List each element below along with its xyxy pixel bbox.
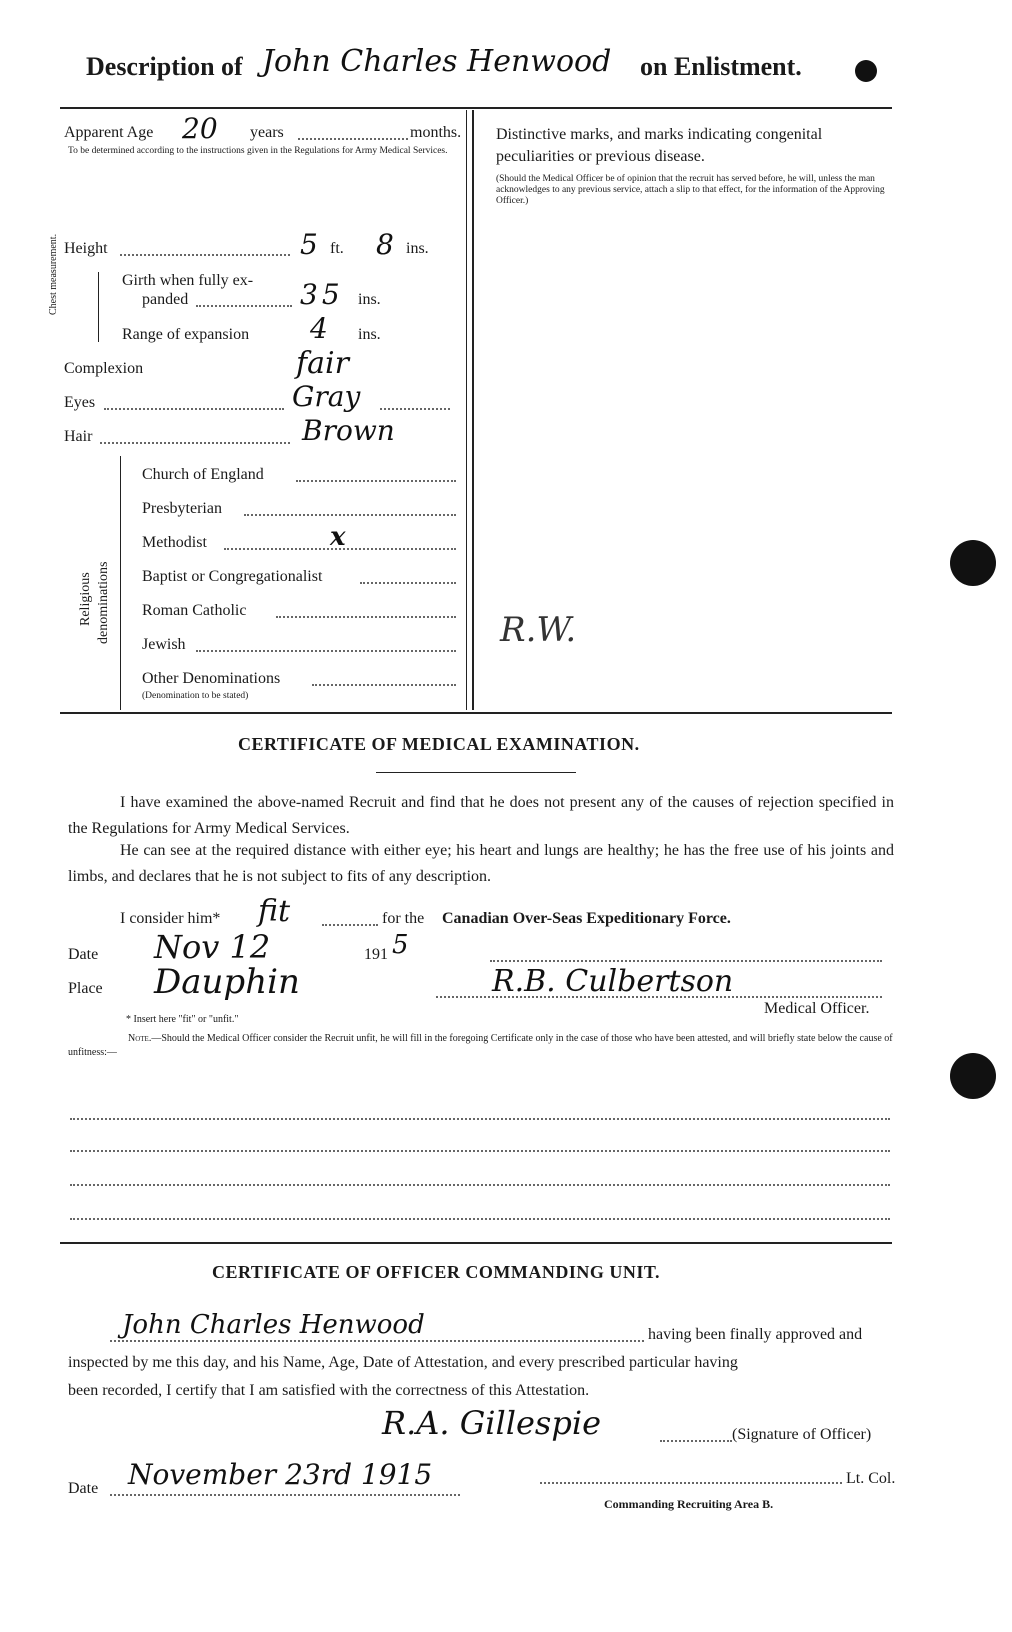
- eyes-label: Eyes: [64, 394, 96, 411]
- distinctive-marks-note-text: (Should the Medical Officer be of opinion that the recruit has served before, he will, unless the man acknowledges to any previous service, attach a slip to that effect, for the information of the Approving Officer.): [496, 174, 885, 206]
- religion-dots: [196, 650, 456, 652]
- commanding-sig-dots: [660, 1440, 732, 1442]
- punch-hole: [855, 60, 877, 82]
- consider-suffix-2: Canadian Over-Seas Expeditionary Force.: [442, 910, 731, 927]
- distinctive-marks-text: Distinctive marks, and marks indicating congenital peculiarities or previous disease.: [496, 126, 823, 165]
- height-label: Height: [64, 240, 108, 257]
- medical-certificate-title: CERTIFICATE OF MEDICAL EXAMINATION.: [238, 734, 640, 754]
- commanding-line3: been recorded, I certify that I am satisfied with the correctness of this Attestation.: [68, 1382, 590, 1399]
- chest-range-value: 4: [310, 312, 328, 345]
- unfitness-line: [70, 1118, 890, 1120]
- unfitness-line: [70, 1184, 890, 1186]
- form-title-suffix: on Enlistment.: [640, 52, 802, 81]
- religion-other: Other Denominations: [142, 670, 281, 687]
- column-divider-2: [466, 110, 467, 710]
- age-note: [68, 145, 468, 157]
- unfit-note-text: —Should the Medical Officer consider the Recruit unfit, he will fill in the foregoing Certificate only in the case of those who have been attested, and will briefly state below the cause of unfitness:—: [68, 1033, 893, 1058]
- complexion-label: Complexion: [64, 360, 144, 377]
- column-divider: [472, 110, 474, 710]
- religion-methodist-mark: x: [330, 522, 346, 552]
- distinctive-marks-heading: [496, 124, 896, 168]
- eyes-dots: [104, 408, 284, 410]
- chest-range-label: Range of expansion: [122, 326, 250, 343]
- examiner-initials: R.W.: [500, 610, 577, 650]
- religion-side-label-2: denominations: [96, 561, 111, 644]
- commanding-name-value: John Charles Henwood: [122, 1310, 425, 1340]
- religion-dots: [312, 684, 456, 686]
- complexion-value: fair: [296, 346, 349, 381]
- hair-label: Hair: [64, 428, 93, 445]
- chest-bracket: [98, 272, 99, 342]
- age-years-label: years: [250, 124, 284, 141]
- medical-officer-signature: R.B. Culbertson: [492, 964, 734, 999]
- commanding-rank-dots: [540, 1482, 842, 1484]
- medical-place-label: Place: [68, 980, 103, 997]
- section-rule: [60, 712, 892, 714]
- chest-girth-value: 35: [300, 278, 344, 311]
- consider-value: fit: [258, 894, 291, 929]
- commanding-area-label: Commanding Recruiting Area B.: [604, 1497, 774, 1511]
- age-years-value: 20: [182, 112, 218, 145]
- unfitness-line: [70, 1218, 890, 1220]
- consider-dots: [322, 924, 378, 926]
- consider-prefix: I consider him*: [120, 910, 221, 927]
- recruit-name-handwritten: John Charles Henwood: [262, 44, 612, 79]
- medical-year-digit: 5: [392, 930, 409, 960]
- medical-sig-dots: [490, 960, 882, 962]
- height-dots: [120, 254, 290, 256]
- medical-para-1: [68, 790, 894, 842]
- eyes-value: Gray: [292, 380, 361, 413]
- religion-side-label-1: Religious: [78, 572, 93, 626]
- form-title-prefix: Description of: [86, 52, 243, 81]
- medical-date-label: Date: [68, 946, 99, 963]
- age-months-label: months.: [410, 124, 462, 141]
- religion-dots: [296, 480, 456, 482]
- religion-jewish: Jewish: [142, 636, 186, 653]
- hair-dots: [100, 442, 290, 444]
- age-months-dots: [298, 138, 408, 140]
- commanding-date-dots: [110, 1494, 460, 1496]
- commanding-line1-suffix: having been finally approved and: [648, 1326, 863, 1343]
- religion-baptist: Baptist or Congregationalist: [142, 568, 323, 585]
- medical-officer-label: Medical Officer.: [764, 1000, 870, 1017]
- consider-suffix-1: for the: [382, 910, 425, 927]
- chest-side-label: Chest measurement.: [48, 233, 59, 315]
- medical-place-value: Dauphin: [154, 962, 300, 1002]
- chest-girth-dots: [196, 305, 292, 307]
- height-ins-label: ins.: [406, 240, 429, 257]
- punch-hole: [950, 1053, 996, 1099]
- religion-bracket: [120, 456, 121, 710]
- age-note-text: To be determined according to the instructions given in the Regulations for Army Medical Services.: [68, 146, 448, 156]
- commanding-date-value: November 23rd 1915: [128, 1458, 433, 1491]
- chest-girth-label-1: Girth when fully ex-: [122, 272, 254, 289]
- hair-value: Brown: [302, 414, 395, 447]
- unfit-note: [68, 1032, 894, 1060]
- commanding-officer-signature: R.A. Gillespie: [382, 1404, 601, 1442]
- unfitness-line: [70, 1150, 890, 1152]
- medical-title-underline: [376, 772, 576, 773]
- commanding-name-dots: [110, 1340, 644, 1342]
- religion-church-of-england: Church of England: [142, 466, 264, 483]
- chest-range-unit: ins.: [358, 326, 381, 343]
- section-rule: [60, 1242, 892, 1244]
- medical-para-2-text: He can see at the required distance with either eye; his heart and lungs are healthy; he has the free use of his joints and limbs, and declares that he is not subject to fits of any description.: [68, 842, 894, 885]
- religion-dots: [244, 514, 456, 516]
- medical-date-value: Nov 12: [154, 928, 271, 966]
- height-feet-value: 5: [300, 228, 318, 261]
- header-rule: [60, 107, 892, 109]
- commanding-rank: Lt. Col.: [846, 1470, 896, 1487]
- religion-dots: [276, 616, 456, 618]
- distinctive-marks-note: [496, 174, 890, 207]
- chest-girth-label-2: panded: [142, 291, 189, 308]
- height-ft-label: ft.: [330, 240, 344, 257]
- chest-girth-unit: ins.: [358, 291, 381, 308]
- age-label: Apparent Age: [64, 124, 154, 141]
- insert-note: * Insert here "fit" or "unfit.": [126, 1014, 239, 1025]
- religion-methodist: Methodist: [142, 534, 207, 551]
- unfit-note-label: Note.: [128, 1033, 152, 1044]
- medical-place-dots: [436, 996, 882, 998]
- religion-other-note: (Denomination to be stated): [142, 691, 249, 701]
- medical-year-prefix: 191: [364, 946, 388, 963]
- religion-roman-catholic: Roman Catholic: [142, 602, 247, 619]
- medical-para-2: [68, 838, 894, 890]
- commanding-certificate-title: CERTIFICATE OF OFFICER COMMANDING UNIT.: [212, 1262, 661, 1282]
- commanding-date-label: Date: [68, 1480, 99, 1497]
- punch-hole: [950, 540, 996, 586]
- religion-dots: [360, 582, 456, 584]
- commanding-signature-label: (Signature of Officer): [732, 1426, 872, 1443]
- religion-presbyterian: Presbyterian: [142, 500, 222, 517]
- medical-para-1-text: I have examined the above-named Recruit and find that he does not present any of the causes of rejection specified in the Regulations for Army Medical Services.: [68, 794, 894, 837]
- height-inches-value: 8: [376, 228, 394, 261]
- commanding-line2: inspected by me this day, and his Name, Age, Date of Attestation, and every prescribed particular having: [68, 1354, 738, 1371]
- eyes-dots-2: [380, 408, 450, 410]
